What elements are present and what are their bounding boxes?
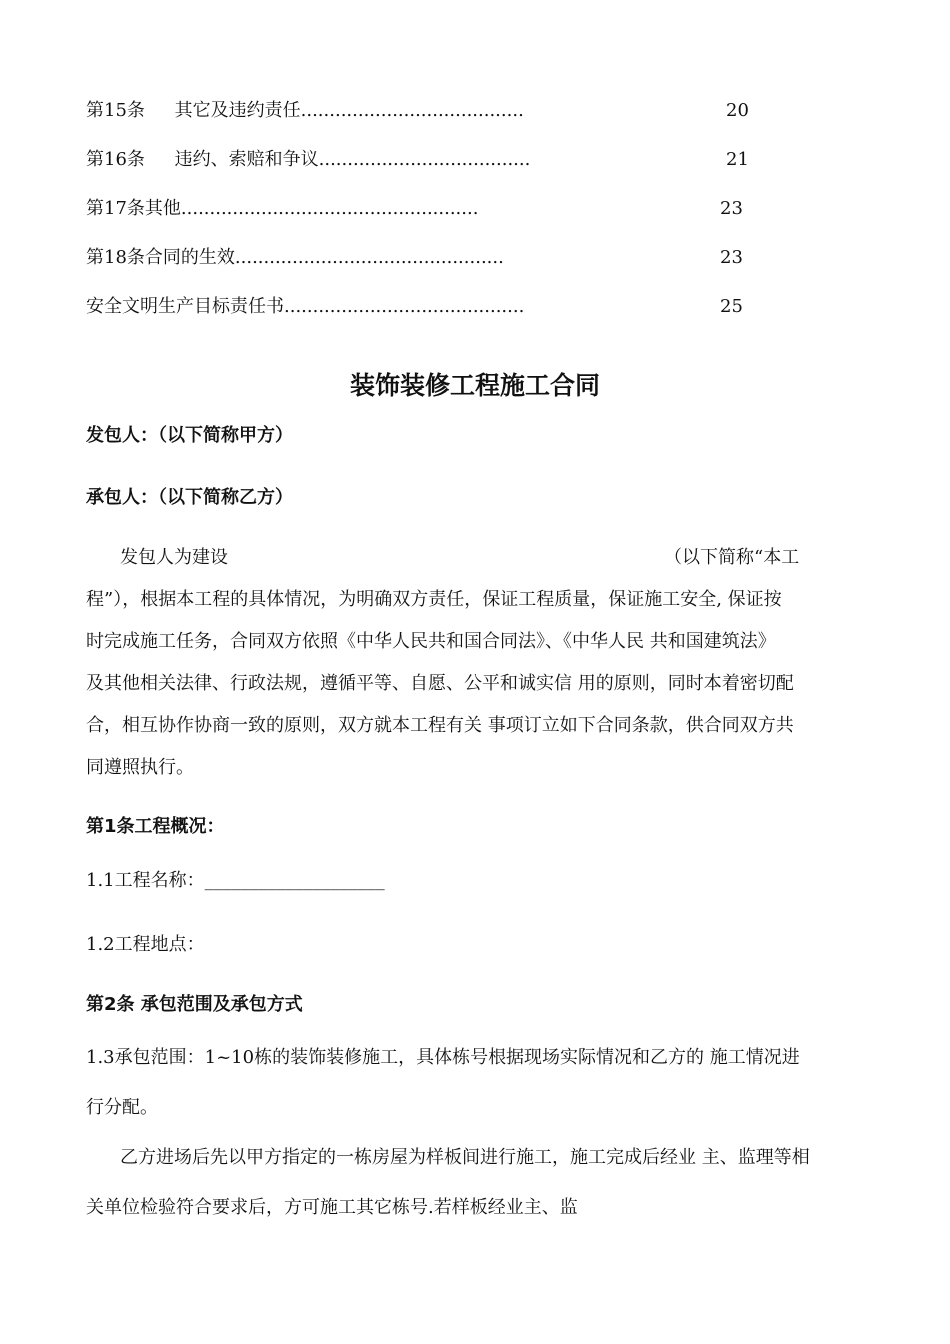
intro-line: 程”），根据本工程的具体情况，为明确双方责任，保证工程质量，保证施工安全, 保证按 [86, 589, 782, 610]
toc-entry[interactable] [86, 148, 530, 172]
toc-entry[interactable] [86, 246, 504, 270]
toc-title: 违约、索赔和争议 [174, 149, 319, 170]
document-title: 装饰装修工程施工合同 [349, 371, 600, 400]
toc-page: 23 [720, 198, 743, 219]
project-location-field: 1.2工程地点： [86, 934, 205, 955]
toc-entry[interactable] [86, 197, 478, 221]
toc-page: 25 [720, 296, 743, 317]
toc-page: 20 [726, 100, 749, 121]
toc-label: 第17条其他 [86, 198, 181, 219]
toc-label: 第18条合同的生效 [86, 247, 235, 268]
toc-leader: ..................................... [318, 149, 531, 170]
scope-line: 行分配。 [86, 1097, 158, 1118]
intro-first-left: 发包人为建设 [120, 547, 228, 568]
scope-line: 1.3承包范围：1~10栋的装饰装修施工，具体栋号根据现场实际情况和乙方的 施工情况进 [86, 1047, 800, 1068]
article-2-heading: 第2条 承包范围及承包方式 [86, 994, 303, 1015]
project-name-field: 1.1工程名称：____________________ [86, 870, 385, 891]
toc-entry[interactable] [86, 99, 524, 123]
toc-label: 安全文明生产目标责任书 [86, 296, 284, 317]
intro-line: 合，相互协作协商一致的原则，双方就本工程有关 事项订立如下合同条款，供合同双方共 [86, 715, 794, 736]
sample-room-line: 乙方进场后先以甲方指定的一栋房屋为样板间进行施工，施工完成后经业 主、监理等相 [120, 1147, 810, 1168]
intro-line: 时完成施工任务，合同双方依照《中华人民共和国合同法》、《中华人民 共和国建筑法》 [86, 631, 776, 652]
toc-page: 21 [726, 149, 749, 170]
intro-first-right: （以下简称“本工 [664, 547, 800, 568]
toc-leader: .......................................... [284, 296, 525, 317]
toc-label: 第15条 [86, 100, 145, 121]
sample-room-line: 关单位检验符合要求后，方可施工其它栋号.若样板经业主、监 [86, 1197, 578, 1218]
article-1-heading: 第1条工程概况： [86, 816, 225, 837]
toc-entry[interactable] [86, 295, 524, 319]
toc-leader: .................................................... [180, 198, 479, 219]
employer-line: 发包人：（以下简称甲方） [86, 425, 293, 446]
toc-title: 其它及违约责任 [174, 100, 301, 121]
toc-label: 第16条 [86, 149, 145, 170]
toc-leader: ............................................... [234, 247, 504, 268]
intro-line: 及其他相关法律、行政法规，遵循平等、自愿、公平和诚实信 用的原则，同时本着密切配 [86, 673, 794, 694]
toc-leader: ....................................... [300, 100, 524, 121]
contractor-line: 承包人：（以下简称乙方） [86, 487, 293, 508]
intro-line: 同遵照执行。 [86, 757, 194, 778]
toc-page: 23 [720, 247, 743, 268]
